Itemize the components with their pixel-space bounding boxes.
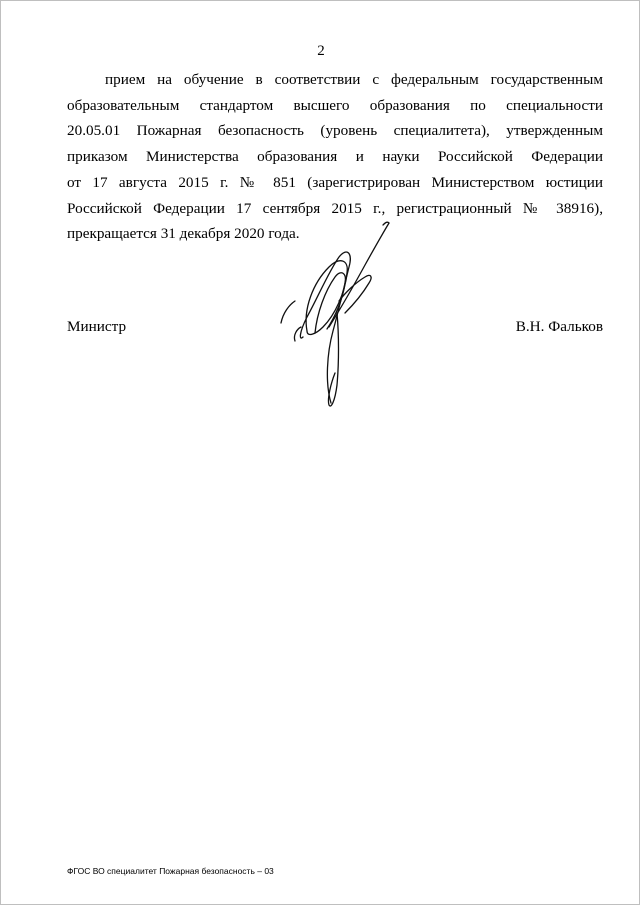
page-number: 2: [317, 43, 325, 59]
signatory-title: Министр: [67, 318, 127, 335]
document-footer: ФГОС ВО специалитет Пожарная безопасность – 03: [67, 866, 274, 876]
paragraph-line: Российской Федерации 17 сентября 2015 г., регистрационный № 38916),: [67, 199, 603, 217]
paragraph-line: прием на обучение в соответствии с федеральным государственным: [105, 71, 603, 88]
paragraph-line: образовательным стандартом высшего образования по специальности: [67, 96, 603, 114]
paragraph-line-last: прекращается 31 декабря 2020 года.: [67, 225, 300, 243]
signatory-name: В.Н. Фальков: [515, 318, 603, 335]
paragraph-line: приказом Министерства образования и науки Российской Федерации: [67, 148, 603, 166]
paragraph-line: от 17 августа 2015 г. № 851 (зарегистрирован Министерством юстиции: [67, 173, 603, 191]
paragraph-line: 20.05.01 Пожарная безопасность (уровень специалитета), утвержденным: [67, 122, 603, 140]
handwritten-signature: [273, 213, 413, 413]
